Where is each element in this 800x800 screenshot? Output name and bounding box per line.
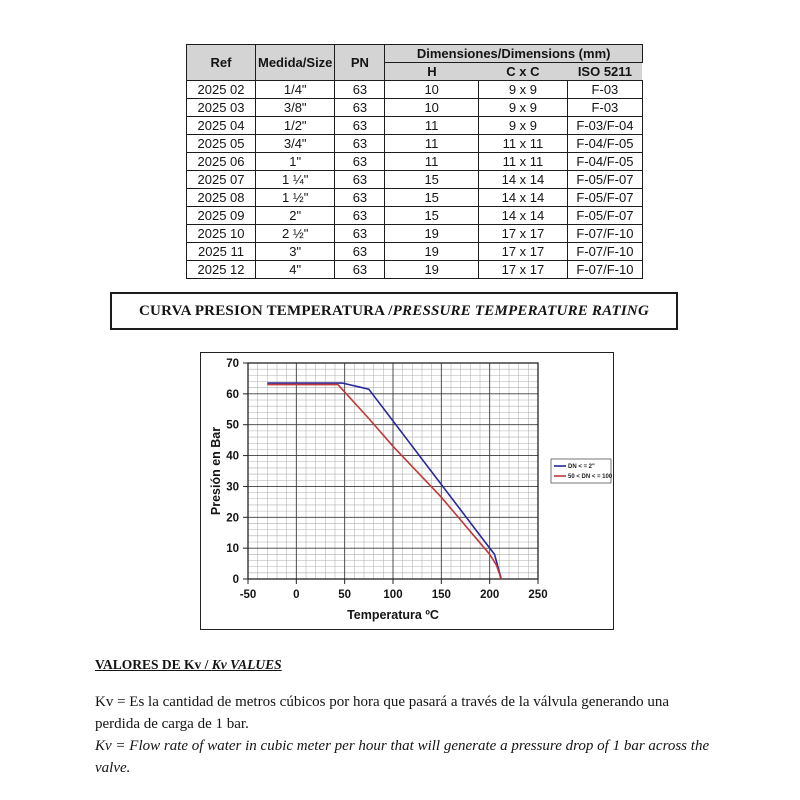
table-cell: 2025 02 (187, 81, 256, 99)
table-row (187, 153, 643, 171)
table-cell: 1/4" (256, 81, 335, 99)
table-row (187, 99, 643, 117)
table-cell: 63 (335, 117, 385, 135)
y-tick-label: 30 (226, 481, 239, 494)
table-row (187, 81, 643, 99)
table-cell: 3/8" (256, 99, 335, 117)
x-tick-label: 0 (293, 589, 300, 601)
legend-label: 50 < DN < = 100 (568, 474, 613, 481)
table-cell: F-07/F-10 (567, 225, 642, 243)
y-tick-label: 40 (226, 450, 239, 463)
table-cell: 2025 03 (187, 99, 256, 117)
kv-heading-es: VALORES DE Kv / (95, 657, 212, 672)
table-row (187, 189, 643, 207)
table-cell: 63 (335, 207, 385, 225)
table-cell: 2025 12 (187, 261, 256, 279)
section-title-es: CURVA PRESION TEMPERATURA / (139, 302, 393, 319)
col-header-h: H (385, 63, 479, 81)
table-cell: 3/4" (256, 135, 335, 153)
kv-text-english: Kv = Flow rate of water in cubic meter per hour that will generate a pressure drop of 1 bar across the valve. (95, 738, 710, 776)
table-cell: 63 (335, 171, 385, 189)
table-cell: 9 x 9 (478, 117, 567, 135)
y-tick-label: 0 (232, 574, 239, 586)
table-cell: 11 x 11 (478, 135, 567, 153)
y-tick-label: 20 (226, 512, 239, 525)
table-cell: 2025 06 (187, 153, 256, 171)
chart-container (200, 352, 614, 630)
x-tick-label: 50 (338, 589, 352, 601)
table-cell: F-03/F-04 (567, 117, 642, 135)
table-header (187, 45, 643, 81)
y-tick-label: 50 (226, 419, 239, 432)
table-cell: 15 (385, 189, 479, 207)
y-tick-label: 60 (226, 388, 239, 401)
table-cell: 19 (385, 243, 479, 261)
legend-label: DN < = 2" (568, 464, 595, 471)
table-cell: F-03 (567, 81, 642, 99)
col-header-cxc: C x C (478, 63, 567, 81)
table-cell: 17 x 17 (478, 225, 567, 243)
table-row (187, 225, 643, 243)
table-cell: 2025 07 (187, 171, 256, 189)
table-row (187, 261, 643, 279)
y-tick-label: 10 (226, 543, 239, 556)
kv-text-spanish: Kv = Es la cantidad de metros cúbicos por hora que pasará a través de la válvula generando una perdida de carga de 1 bar. (95, 694, 670, 732)
table-cell: F-05/F-07 (567, 171, 642, 189)
table-cell: 11 (385, 135, 479, 153)
table-cell: 63 (335, 261, 385, 279)
table-cell: 11 x 11 (478, 153, 567, 171)
col-header-dimensions: Dimensiones/Dimensions (mm) (385, 45, 643, 63)
table-cell: 2025 08 (187, 189, 256, 207)
table-cell: 2" (256, 207, 335, 225)
table-row (187, 135, 643, 153)
table-cell: 14 x 14 (478, 171, 567, 189)
table-cell: 1" (256, 153, 335, 171)
section-title-en: PRESSURE TEMPERATURE RATING (392, 302, 649, 319)
table-cell: 2025 09 (187, 207, 256, 225)
table-cell: 11 (385, 153, 479, 171)
valve-spec-table (186, 44, 643, 279)
table-cell: 1 ½" (256, 189, 335, 207)
table-row (187, 117, 643, 135)
table-cell: 9 x 9 (478, 81, 567, 99)
table-cell: 4" (256, 261, 335, 279)
x-tick-label: -50 (239, 589, 257, 601)
table-cell: 1/2" (256, 117, 335, 135)
x-axis-label: Temperatura ºC (347, 608, 439, 622)
table-cell: 10 (385, 81, 479, 99)
col-header-pn: PN (335, 45, 385, 81)
y-tick-label: 70 (226, 358, 239, 370)
table-cell: 17 x 17 (478, 261, 567, 279)
table-cell: F-07/F-10 (567, 243, 642, 261)
table-cell: 2025 11 (187, 243, 256, 261)
col-header-ref: Ref (187, 45, 256, 81)
table-cell: 10 (385, 99, 479, 117)
table-cell: F-05/F-07 (567, 189, 642, 207)
table-row (187, 171, 643, 189)
kv-values-section (95, 657, 713, 779)
table-cell: 15 (385, 171, 479, 189)
col-header-iso: ISO 5211 (567, 63, 642, 81)
table-cell: F-03 (567, 99, 642, 117)
series-line (267, 385, 501, 579)
table-cell: 63 (335, 135, 385, 153)
x-tick-label: 100 (383, 589, 403, 601)
table-cell: 14 x 14 (478, 189, 567, 207)
kv-heading-en: Kv VALUES (211, 657, 282, 672)
section-title-box (110, 292, 678, 330)
table-row (187, 207, 643, 225)
table-cell: 63 (335, 225, 385, 243)
kv-heading (95, 657, 713, 673)
table-body (187, 81, 643, 279)
x-tick-label: 200 (480, 589, 500, 601)
table-cell: 9 x 9 (478, 99, 567, 117)
table-cell: 63 (335, 189, 385, 207)
x-tick-label: 250 (528, 589, 548, 601)
table-cell: 63 (335, 81, 385, 99)
table-cell: 3" (256, 243, 335, 261)
table-cell: 19 (385, 225, 479, 243)
col-header-size: Medida/Size (256, 45, 335, 81)
table-cell: 19 (385, 261, 479, 279)
table-row (187, 243, 643, 261)
pressure-temperature-chart (201, 353, 613, 629)
table-cell: 2025 10 (187, 225, 256, 243)
y-axis-label: Presión en Bar (209, 426, 223, 516)
table-cell: 63 (335, 153, 385, 171)
table-cell: F-07/F-10 (567, 261, 642, 279)
table-cell: F-05/F-07 (567, 207, 642, 225)
table-cell: 2025 04 (187, 117, 256, 135)
table-cell: 63 (335, 99, 385, 117)
table-cell: 2025 05 (187, 135, 256, 153)
table-cell: 2 ½" (256, 225, 335, 243)
table-cell: F-04/F-05 (567, 153, 642, 171)
table-cell: 11 (385, 117, 479, 135)
table-cell: F-04/F-05 (567, 135, 642, 153)
table-cell: 63 (335, 243, 385, 261)
x-tick-label: 150 (431, 589, 451, 601)
table-cell: 15 (385, 207, 479, 225)
table-cell: 17 x 17 (478, 243, 567, 261)
table-cell: 14 x 14 (478, 207, 567, 225)
table-cell: 1 ¼" (256, 171, 335, 189)
